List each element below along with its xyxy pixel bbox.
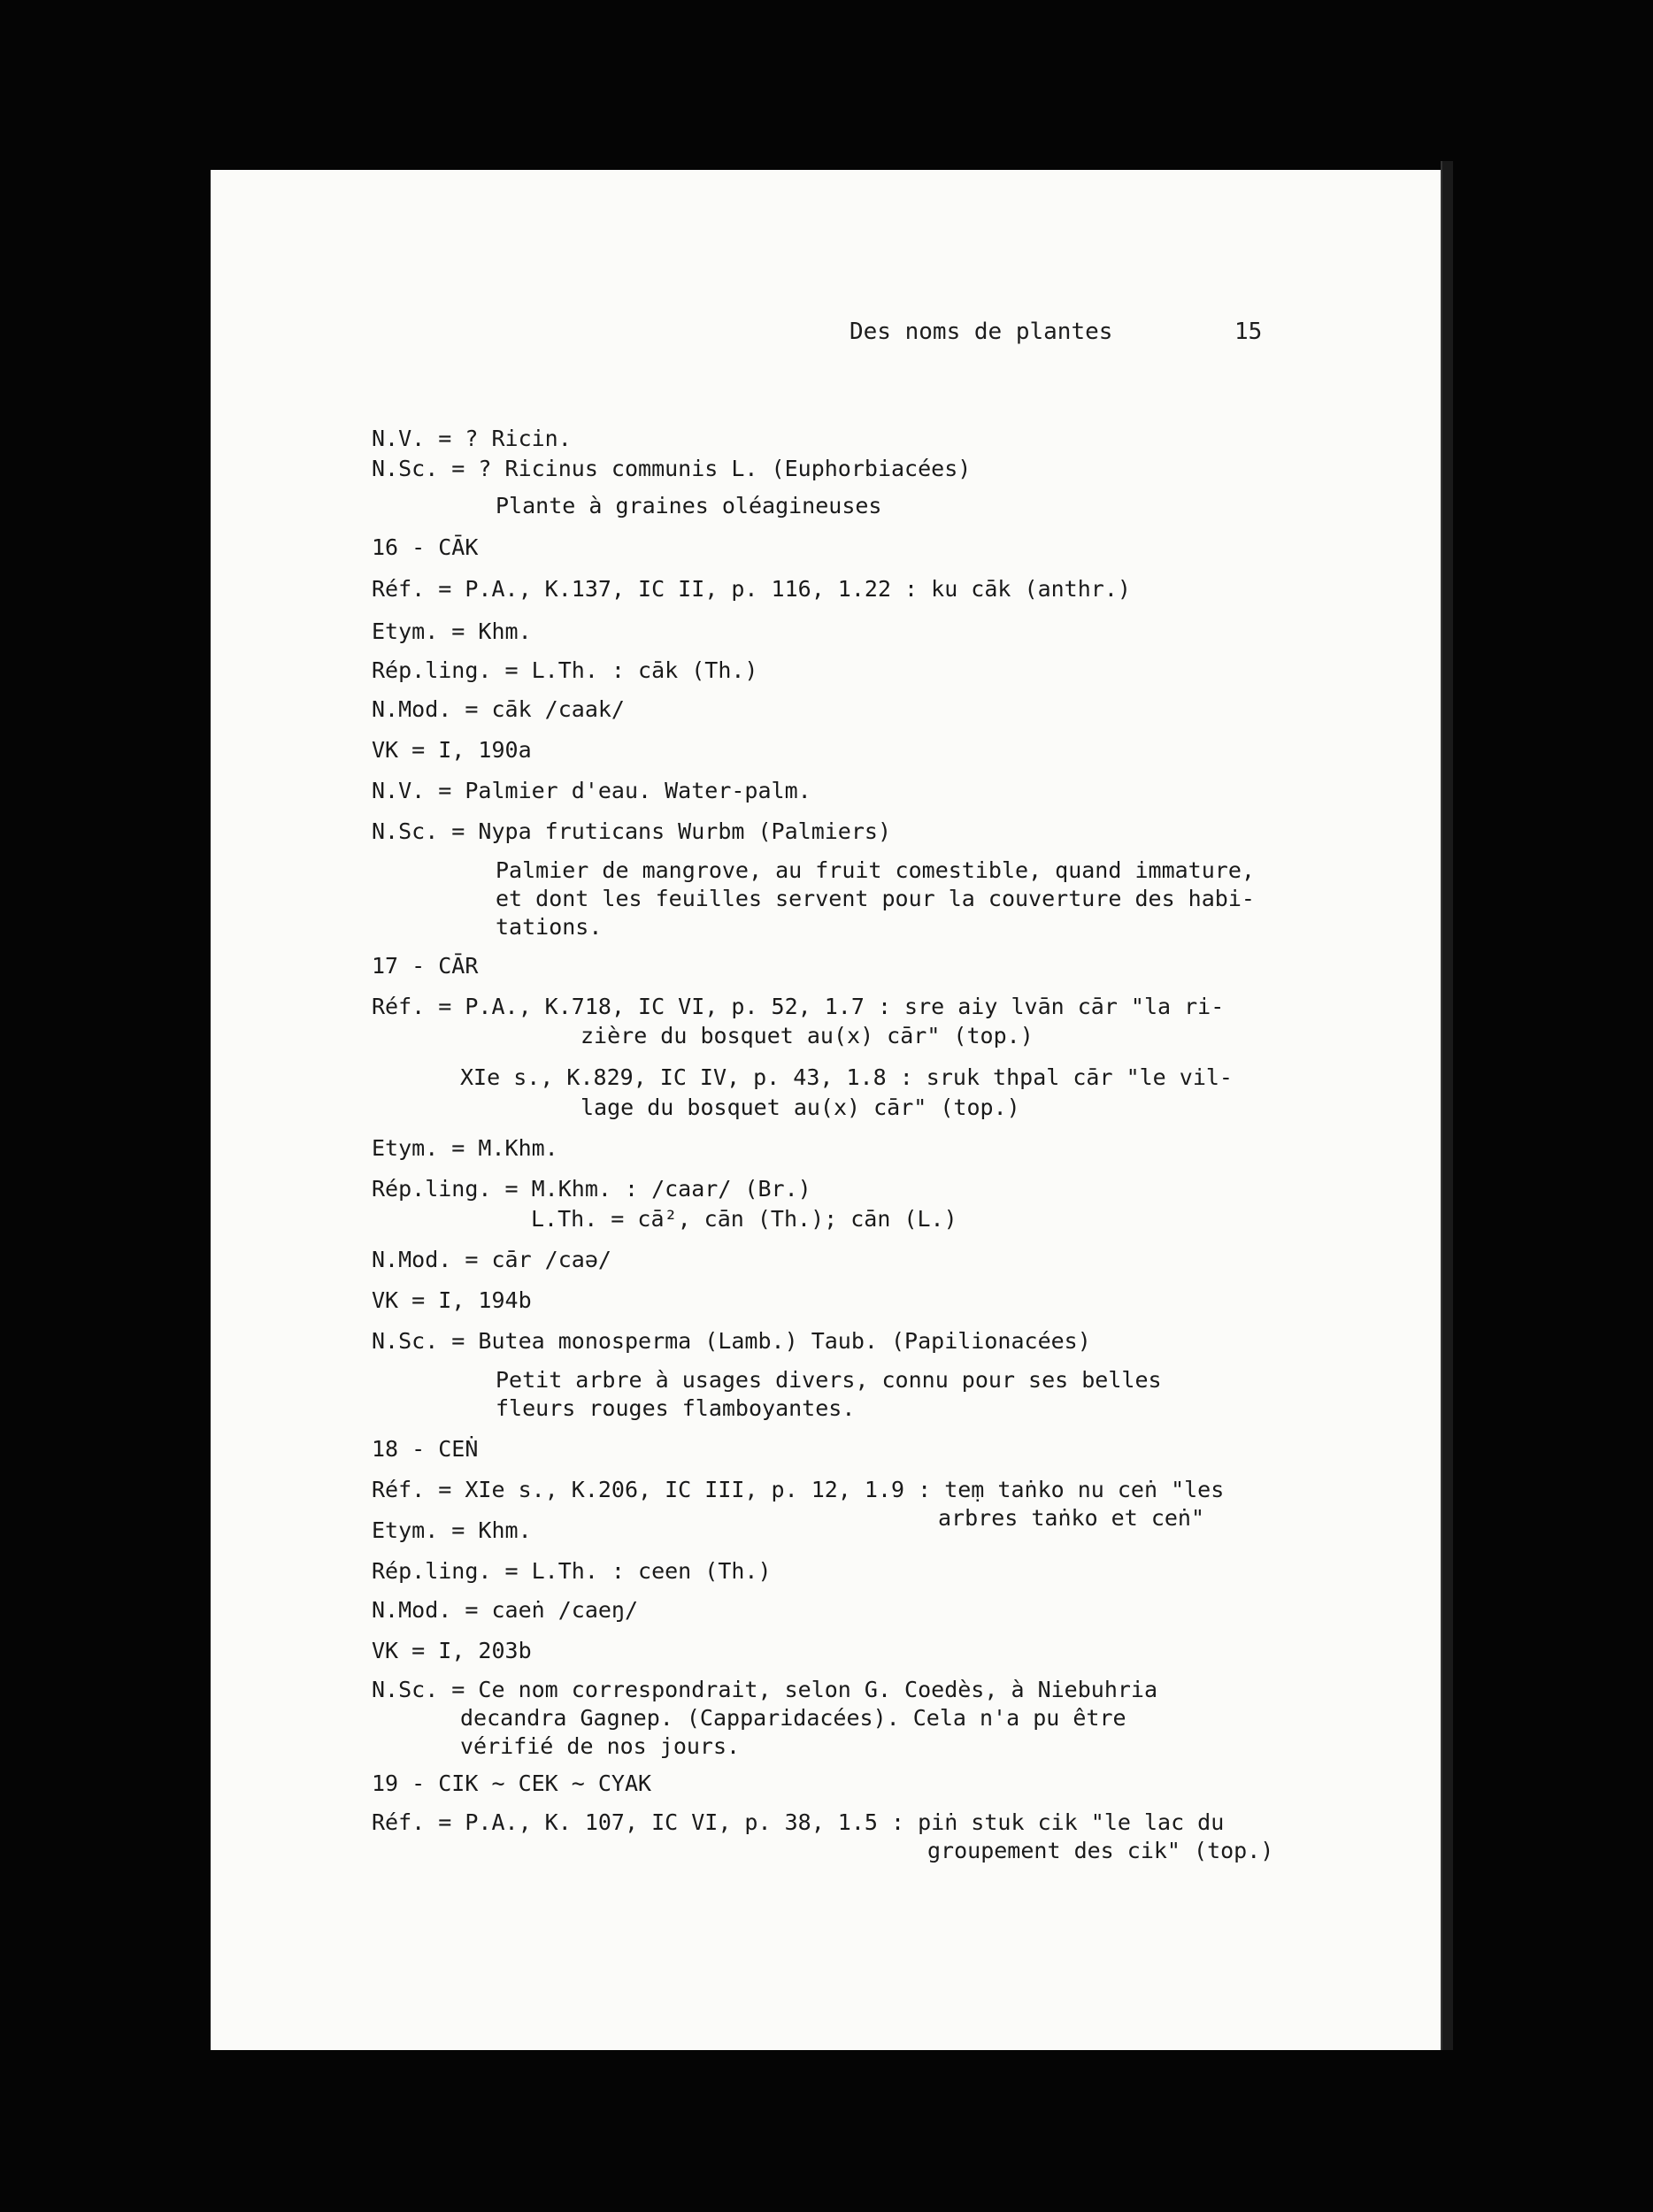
text-line: Réf. = XIe s., K.206, IC III, p. 12, 1.9 : teṃ taṅko nu ceṅ "les bbox=[372, 1477, 1225, 1502]
text-line: lage du bosquet au(x) cār" (top.) bbox=[580, 1094, 1020, 1120]
text-line: N.Sc. = Butea monosperma (Lamb.) Taub. (Papilionacées) bbox=[372, 1328, 1091, 1354]
text-line: Etym. = Khm. bbox=[372, 1517, 532, 1543]
text-line: N.Sc. = Nypa fruticans Wurbm (Palmiers) bbox=[372, 818, 891, 844]
text-line: XIe s., K.829, IC IV, p. 43, 1.8 : sruk thpal cār "le vil- bbox=[460, 1064, 1233, 1090]
text-line: Plante à graines oléagineuses bbox=[496, 493, 882, 518]
text-line: N.Mod. = caeṅ /caeŋ/ bbox=[372, 1597, 639, 1623]
text-line: arbres taṅko et ceṅ" bbox=[938, 1505, 1205, 1531]
entry-heading: 16 - CĀK bbox=[372, 534, 479, 560]
entry-heading: 19 - CIK ∼ CEK ∼ CYAK bbox=[372, 1770, 652, 1796]
text-line: tations. bbox=[496, 914, 603, 940]
text-line: Etym. = M.Khm. bbox=[372, 1135, 558, 1161]
text-line: N.Sc. = Ce nom correspondrait, selon G. Coedès, à Niebuhria bbox=[372, 1677, 1158, 1702]
text-line: et dont les feuilles servent pour la couverture des habi- bbox=[496, 886, 1255, 911]
text-line: VK = I, 190a bbox=[372, 737, 532, 763]
text-line: VK = I, 203b bbox=[372, 1638, 532, 1663]
header-title: Des noms de plantes bbox=[850, 319, 1113, 345]
text-line: L.Th. = cā², cān (Th.); cān (L.) bbox=[531, 1206, 957, 1232]
text-line: Réf. = P.A., K.718, IC VI, p. 52, 1.7 : sre aiy lvān cār "la ri- bbox=[372, 994, 1225, 1019]
text-line: N.Mod. = cāk /caak/ bbox=[372, 696, 625, 722]
page-edge bbox=[1441, 161, 1453, 2050]
entry-heading: 18 - CEṄ bbox=[372, 1436, 479, 1462]
text-line: Réf. = P.A., K. 107, IC VI, p. 38, 1.5 : piṅ stuk cik "le lac du bbox=[372, 1809, 1225, 1835]
text-line: N.V. = ? Ricin. bbox=[372, 426, 572, 451]
text-line: decandra Gagnep. (Capparidacées). Cela n'a pu être bbox=[460, 1705, 1126, 1731]
text-line: VK = I, 194b bbox=[372, 1287, 532, 1313]
text-line: zière du bosquet au(x) cār" (top.) bbox=[580, 1023, 1034, 1048]
text-line: groupement des cik" (top.) bbox=[927, 1838, 1274, 1863]
text-line: Réf. = P.A., K.137, IC II, p. 116, 1.22 : ku cāk (anthr.) bbox=[372, 576, 1131, 602]
text-line: N.Mod. = cār /caə/ bbox=[372, 1247, 611, 1272]
text-line: N.Sc. = ? Ricinus communis L. (Euphorbiacées) bbox=[372, 456, 972, 481]
text-line: vérifié de nos jours. bbox=[460, 1733, 741, 1759]
text-line: Palmier de mangrove, au fruit comestible, quand immature, bbox=[496, 857, 1255, 883]
text-line: Rép.ling. = L.Th. : cāk (Th.) bbox=[372, 657, 758, 683]
text-line: Rép.ling. = L.Th. : ceen (Th.) bbox=[372, 1558, 772, 1584]
text-line: fleurs rouges flamboyantes. bbox=[496, 1395, 856, 1421]
text-line: Petit arbre à usages divers, connu pour ses belles bbox=[496, 1367, 1162, 1393]
text-line: Etym. = Khm. bbox=[372, 618, 532, 644]
page-number: 15 bbox=[1234, 319, 1263, 345]
text-line: Rép.ling. = M.Khm. : /caar/ (Br.) bbox=[372, 1176, 811, 1202]
entry-heading: 17 - CĀR bbox=[372, 953, 479, 979]
text-line: N.V. = Palmier d'eau. Water-palm. bbox=[372, 778, 811, 803]
